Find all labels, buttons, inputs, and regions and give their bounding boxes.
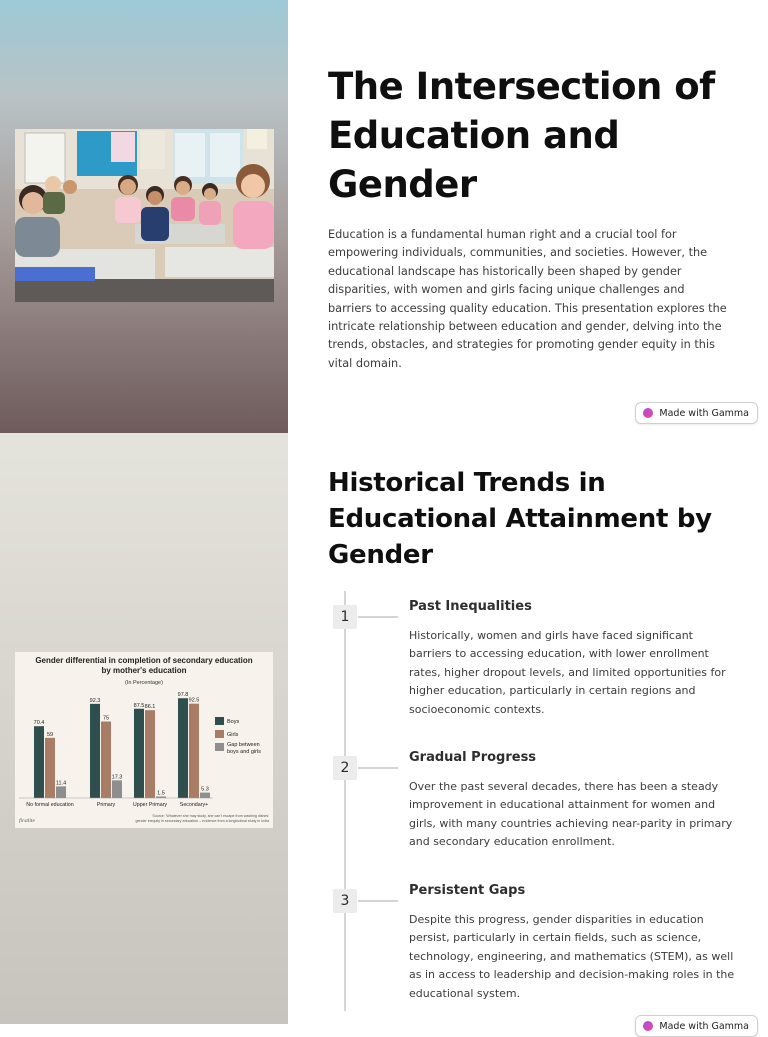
- bar-gap: [112, 780, 122, 798]
- bar-gap: [56, 786, 66, 798]
- made-with-gamma-badge[interactable]: [635, 402, 758, 424]
- legend-swatch: [215, 743, 224, 751]
- bar-value-label: 1.5: [157, 790, 165, 797]
- step-heading: Past Inequalities: [409, 599, 532, 614]
- bar-boys: [90, 704, 100, 798]
- step-connector: [358, 900, 398, 902]
- bar-value-label: 97.8: [177, 692, 189, 699]
- bar-boys: [178, 698, 188, 798]
- timeline-line: [344, 591, 346, 1011]
- legend-label: boys and girls: [227, 749, 261, 755]
- chart-subtitle: (In Percentage): [125, 680, 163, 686]
- step-body: Despite this progress, gender disparities in education persist, particularly in certain fields, such as science, technology, engineering, and mathematics (STEM), as well as in access to leadership and decision-making roles in the educational system.: [409, 913, 735, 1000]
- legend-swatch: [215, 717, 224, 725]
- step-body: Over the past several decades, there has been a steady improvement in educational attainment for women and girls, with many countries achieving near-parity in primary and secondary education enrollment.: [409, 780, 733, 849]
- legend-label: Gap between: [227, 742, 260, 748]
- bar-value-label: 11.4: [55, 780, 67, 787]
- slide-intro-background: [0, 0, 288, 433]
- chart-source-line2: gender inequity in secondary education – evidence from a longitudinal study in India: [135, 819, 269, 823]
- bar-value-label: 86.1: [144, 704, 156, 711]
- badge-label: Made with Gamma: [659, 1020, 749, 1032]
- step-connector: [358, 767, 398, 769]
- step-heading: Gradual Progress: [409, 750, 537, 765]
- category-label: Primary: [96, 802, 116, 808]
- legend-label: Boys: [227, 719, 240, 725]
- bar-girls: [145, 710, 155, 798]
- slide-trends-content: [288, 433, 768, 1032]
- bar-girls: [45, 738, 55, 798]
- classroom-photo: [15, 129, 274, 302]
- section-title: Historical Trends in Educational Attainment by Gender: [328, 468, 712, 570]
- gamma-logo-icon: [643, 408, 653, 418]
- bar-value-label: 92.3: [89, 697, 101, 704]
- chart-source-line1: Source: 'Whatever she may study, she can't escape from washing dishes': [152, 814, 269, 818]
- made-with-gamma-badge[interactable]: [635, 1015, 758, 1037]
- gender-differential-chart: [15, 652, 273, 828]
- category-label: Secondary+: [179, 802, 209, 808]
- badge-label: Made with Gamma: [659, 407, 749, 419]
- step-heading: Persistent Gaps: [409, 883, 526, 898]
- legend-swatch: [215, 730, 224, 738]
- step-connector: [358, 616, 398, 618]
- category-label: No formal education: [26, 802, 74, 808]
- page-title: The Intersection of Education and Gender: [328, 65, 715, 206]
- step-number: 2: [333, 756, 357, 780]
- category-label: Upper Primary: [132, 802, 168, 808]
- chart-title-line2: by mother's education: [101, 666, 187, 675]
- bar-girls: [189, 704, 199, 798]
- slide-intro: [0, 0, 768, 433]
- bar-value-label: 17.3: [111, 774, 123, 781]
- bar-value-label: 87.5: [133, 702, 145, 709]
- bar-value-label: 70.4: [33, 720, 45, 727]
- bar-value-label: 59: [46, 731, 54, 738]
- chart-brand: firstlite: [19, 818, 35, 824]
- slide-historical-trends: [0, 433, 768, 1032]
- slide-intro-content: [288, 0, 768, 433]
- bar-value-label: 92.5: [188, 697, 200, 704]
- intro-paragraph: Education is a fundamental human right and a crucial tool for empowering individuals, communities, and societies. However, the educational landscape has historically been shaped by gender disparities, with women and girls facing unique challenges and barriers to accessing quality education. This presentation explores the intricate relationship between education and gender, delving into the trends, obstacles, and strategies for promoting gender equity in this vital domain.: [328, 228, 727, 370]
- bar-value-label: 75: [102, 715, 110, 722]
- step-body: Historically, women and girls have faced significant barriers to accessing education, with lower enrollment rates, higher dropout levels, and limited opportunities for higher education, particularly in certain regions and socioeconomic contexts.: [409, 629, 726, 716]
- gamma-logo-icon: [643, 1021, 653, 1031]
- step-number: 1: [333, 605, 357, 629]
- bar-value-label: 5.3: [201, 786, 209, 793]
- step-number: 3: [333, 889, 357, 913]
- chart-title-line1: Gender differential in completion of secondary education: [35, 656, 253, 665]
- bar-girls: [101, 722, 111, 799]
- bar-boys: [34, 726, 44, 798]
- bar-boys: [134, 709, 144, 798]
- legend-label: Girls: [227, 732, 239, 738]
- slide-trends-background: [0, 433, 288, 1024]
- bar-gap: [200, 793, 210, 798]
